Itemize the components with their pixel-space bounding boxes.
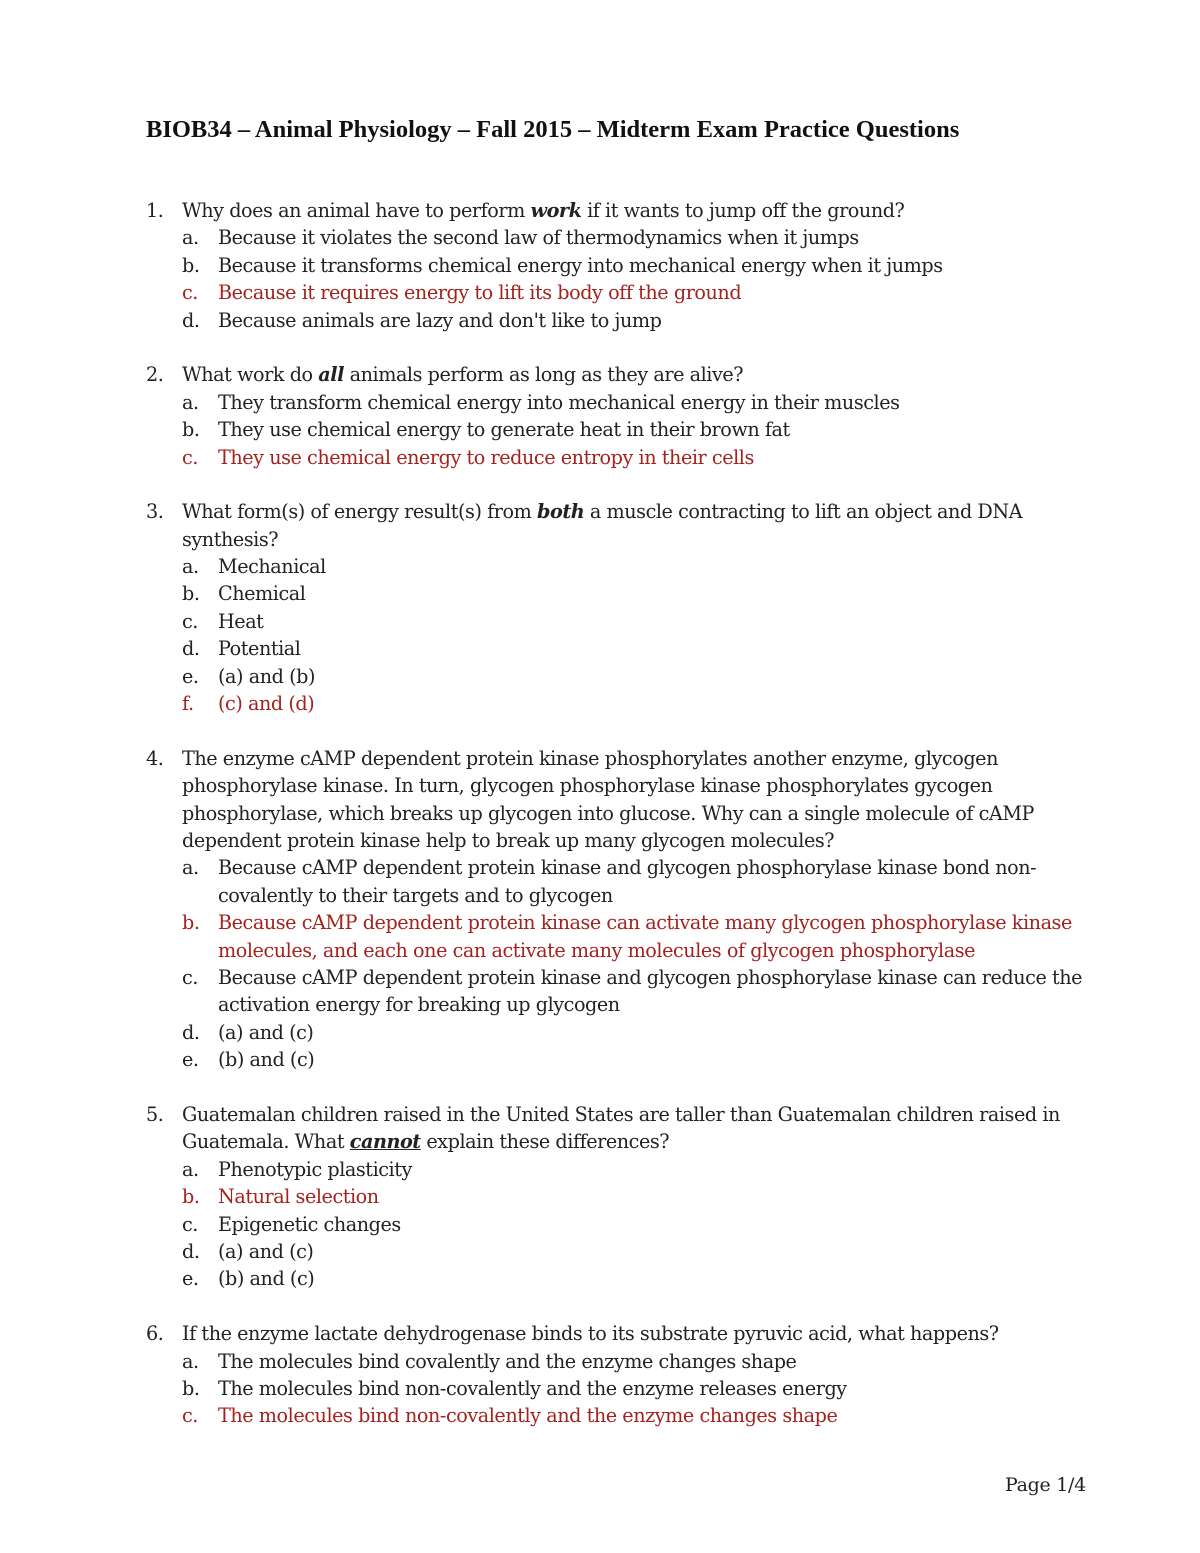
option-letter: a. — [182, 1349, 199, 1373]
question-number: 2. — [146, 363, 164, 387]
option-letter: c. — [182, 281, 198, 305]
question-list — [146, 197, 1096, 1457]
option-text: Potential — [218, 637, 301, 661]
option-text: Mechanical — [218, 555, 326, 579]
option-e — [146, 1265, 1096, 1292]
option-letter: b. — [182, 1185, 200, 1209]
option-letter: c. — [182, 1404, 198, 1428]
option-text: They transform chemical energy into mechanical energy in their muscles — [218, 390, 900, 414]
option-letter: e. — [182, 1048, 199, 1072]
option-letter: d. — [182, 1240, 200, 1263]
option-a — [146, 854, 1096, 909]
stem-text: What form(s) of energy result(s) from — [182, 500, 537, 524]
stem-text: Guatemalan children raised in the United States are taller than Guatemalan children raised in Guatemala. What — [182, 1102, 1060, 1154]
stem-emphasis: cannot — [349, 1130, 421, 1154]
option-text: Chemical — [218, 582, 306, 606]
stem-text: explain these differences? — [420, 1130, 670, 1154]
option-text: Phenotypic plasticity — [218, 1157, 412, 1181]
stem-emphasis: work — [530, 199, 582, 222]
option-b — [146, 1375, 1096, 1402]
option-letter: a. — [182, 1157, 199, 1181]
question-6 — [146, 1320, 1096, 1430]
stem-emphasis: all — [318, 363, 344, 387]
option-c — [146, 964, 1096, 1019]
option-b — [146, 416, 1096, 443]
option-e — [146, 1046, 1096, 1073]
stem-text: animals perform as long as they are alive? — [343, 363, 744, 387]
option-text: Because it transforms chemical energy into mechanical energy when it jumps — [218, 253, 943, 277]
option-c-correct-answer — [146, 444, 1096, 471]
question-4 — [146, 745, 1096, 1074]
option-d — [146, 307, 1096, 334]
option-text: (a) and (c) — [218, 1240, 314, 1263]
option-c-correct-answer — [146, 279, 1096, 306]
option-b — [146, 252, 1096, 279]
option-f-correct-answer — [146, 690, 1096, 717]
option-letter: a. — [182, 555, 199, 579]
option-letter: c. — [182, 966, 198, 990]
option-d — [146, 1019, 1096, 1046]
question-number: 5. — [146, 1102, 164, 1126]
option-letter: a. — [182, 856, 199, 880]
option-letter: f. — [182, 692, 194, 716]
option-text: Natural selection — [218, 1185, 379, 1209]
option-d — [146, 1238, 1096, 1265]
stem-emphasis: both — [537, 500, 585, 524]
question-5 — [146, 1101, 1096, 1293]
stem-text: Why does an animal have to perform — [182, 199, 531, 222]
option-letter: c. — [182, 1212, 198, 1236]
option-text: The molecules bind covalently and the enzyme changes shape — [218, 1349, 797, 1373]
option-text: (c) and (d) — [218, 692, 315, 716]
page-number: Page 1/4 — [1005, 1474, 1086, 1496]
option-letter: b. — [182, 582, 200, 606]
option-a — [146, 1348, 1096, 1375]
page-title: BIOB34 – Animal Physiology – Fall 2015 – Midterm Exam Practice Questions — [146, 116, 960, 143]
option-c-correct-answer — [146, 1402, 1096, 1429]
option-letter: d. — [182, 1020, 200, 1044]
option-text: Because cAMP dependent protein kinase and glycogen phosphorylase kinase can reduce the activation energy for breaking up glycogen — [218, 966, 1083, 1017]
option-text: Epigenetic changes — [218, 1212, 401, 1236]
stem-text: if it wants to jump off the ground? — [581, 199, 905, 222]
option-a — [146, 389, 1096, 416]
option-e — [146, 663, 1096, 690]
option-letter: d. — [182, 637, 200, 661]
option-text: They use chemical energy to generate heat in their brown fat — [218, 418, 790, 442]
option-letter: b. — [182, 253, 200, 277]
option-a — [146, 1156, 1096, 1183]
question-stem — [146, 498, 1096, 553]
option-text: (b) and (c) — [218, 1267, 315, 1291]
option-b-correct-answer — [146, 909, 1096, 964]
question-number: 3. — [146, 500, 164, 524]
option-text: They use chemical energy to reduce entropy in their cells — [218, 445, 754, 469]
stem-text: What work do — [182, 363, 319, 387]
option-text: The molecules bind non-covalently and the enzyme changes shape — [218, 1404, 838, 1428]
option-letter: a. — [182, 226, 199, 250]
option-text: Because animals are lazy and don't like to jump — [218, 308, 662, 332]
option-letter: d. — [182, 308, 200, 332]
option-letter: c. — [182, 445, 198, 469]
option-b-correct-answer — [146, 1183, 1096, 1210]
option-letter: b. — [182, 911, 200, 935]
stem-text: The enzyme cAMP dependent protein kinase phosphorylates another enzyme, glycogen phosphorylase kinase. In turn, glycogen phosphorylase kinase phosphorylates gycogen phosphorylase, which breaks up glycogen into glucose. Why can a single molecule of cAMP dependent protein kinase help to break up many glycogen molecules? — [182, 746, 1034, 853]
stem-text: a muscle contracting to lift an object and DNA synthesis? — [182, 500, 1023, 551]
option-letter: b. — [182, 1376, 200, 1400]
option-d — [146, 635, 1096, 662]
stem-text: If the enzyme lactate dehydrogenase binds to its substrate pyruvic acid, what happens? — [182, 1322, 999, 1346]
option-text: Because cAMP dependent protein kinase can activate many glycogen phosphorylase kinase molecules, and each one can activate many molecules of glycogen phosphorylase — [218, 911, 1072, 962]
option-letter: b. — [182, 418, 200, 442]
option-text: Heat — [218, 609, 264, 633]
question-stem — [146, 745, 1096, 855]
question-3 — [146, 498, 1096, 717]
option-letter: c. — [182, 609, 198, 633]
question-stem — [146, 361, 1096, 388]
question-stem — [146, 1101, 1096, 1156]
option-c — [146, 1211, 1096, 1238]
question-1 — [146, 197, 1096, 334]
question-number: 4. — [146, 746, 164, 770]
option-letter: e. — [182, 1267, 199, 1291]
option-text: Because cAMP dependent protein kinase and glycogen phosphorylase kinase bond non-covalently to their targets and to glycogen — [218, 856, 1037, 907]
option-letter: a. — [182, 390, 199, 414]
option-text: Because it requires energy to lift its body off the ground — [218, 281, 742, 305]
option-text: The molecules bind non-covalently and the enzyme releases energy — [218, 1376, 847, 1400]
question-number: 1. — [146, 199, 164, 222]
option-letter: e. — [182, 664, 199, 688]
option-text: Because it violates the second law of thermodynamics when it jumps — [218, 226, 859, 250]
option-text: (a) and (b) — [218, 664, 315, 688]
option-a — [146, 553, 1096, 580]
question-2 — [146, 361, 1096, 471]
option-text: (a) and (c) — [218, 1020, 314, 1044]
question-stem — [146, 1320, 1096, 1347]
option-a — [146, 224, 1096, 251]
option-b — [146, 580, 1096, 607]
option-c — [146, 608, 1096, 635]
question-number: 6. — [146, 1322, 164, 1346]
question-stem — [146, 197, 1096, 224]
option-text: (b) and (c) — [218, 1048, 315, 1072]
